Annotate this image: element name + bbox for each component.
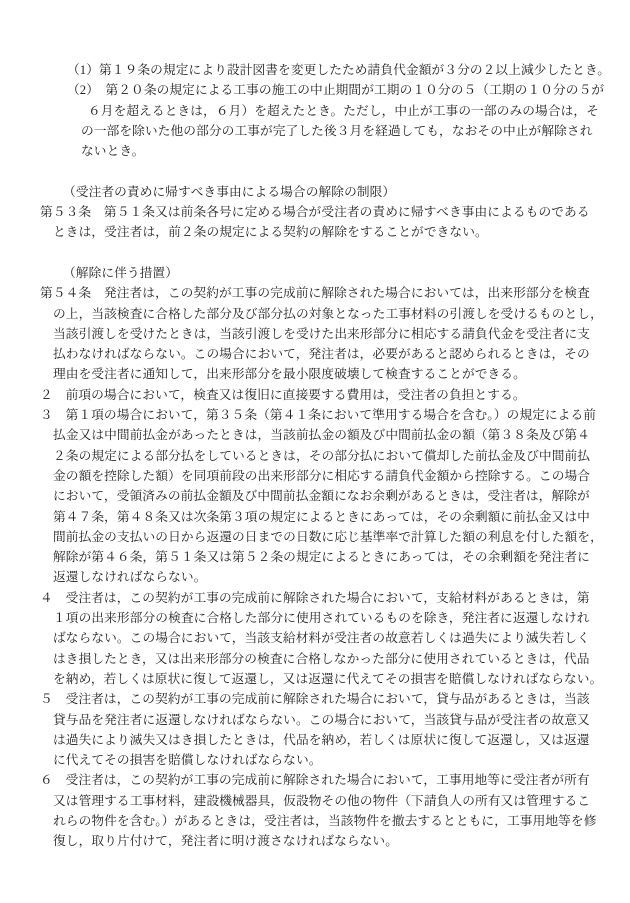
text-line: に代えてその損害を賠償しなければならない。 — [53, 753, 322, 768]
text-line: （受注者の責めに帰すべき事由による場合の解除の制限） — [63, 184, 396, 199]
text-line: ２ 前項の場合において，検査又は復旧に直接要する費用は，受注者の負担とする。 — [40, 387, 526, 402]
text-line: 払金又は中間前払金があったときは，当該前払金の額及び中間前払金の額（第３８条及び第４ — [53, 428, 590, 443]
text-line: はき損したとき，又は出来形部分の検査に合格しなかった部分に使用されているときは，代品 — [53, 651, 590, 666]
text-line: 当該引渡しを受けたときは，当該引渡しを受けた出来形部分に相応する請負代金を受注者に支 — [53, 326, 591, 341]
text-line: において，受領済みの前払金額及び中間前払金額になお余剰があるときは，受注者は，解除が — [53, 489, 590, 504]
text-line: 貸与品を発注者に返還しなければならない。この場合において，当該貸与品が受注者の故意又 — [53, 712, 590, 727]
text-line: 第５４条 発注者は，この契約が工事の完成前に解除された場合においては，出来形部分を検査 — [40, 286, 590, 301]
text-line: 復し，取り片付けて，発注者に明け渡さなければならない。 — [53, 834, 399, 849]
text-line: １項の出来形部分の検査に合格した部分に使用されているものを除き，発注者に返還しなけれ — [53, 611, 590, 626]
text-line: れらの物件を含む。）があるときは，受注者は，当該物件を撤去するとともに，工事用地等を修 — [53, 813, 597, 828]
text-line: 払わなければならない。この場合において，発注者は，必要があると認められるときは，その — [53, 347, 590, 362]
text-line: 第５３条 第５１条又は前条各号に定める場合が受注者の責めに帰すべき事由によるものである — [40, 205, 590, 220]
text-line: （1）第１９条の規定により設計図書を変更したため請負代金額が３分の２以上減少したとき。 — [67, 63, 611, 77]
text-line: を納め，若しくは原状に復して返還し，又は返還に代えてその損害を賠償しなければならない。 — [53, 671, 603, 686]
text-line: は過失により滅失又はき損したときは，代品を納め，若しくは原状に復して返還し，又は返還 — [53, 732, 590, 747]
text-line: 返還しなければならない。 — [53, 570, 207, 585]
text-line: 金の額を控除した額）を同項前段の出来形部分に相応する請負代金額から控除する。この場合 — [53, 468, 591, 483]
text-line: ばならない。この場合において，当該支給材料が受注者の故意若しくは過失により滅失若しく — [53, 631, 590, 646]
text-line: ４ 受注者は，この契約が工事の完成前に解除された場合において，支給材料があるときは，第 — [40, 590, 590, 605]
text-line: 間前払金の支払いの日から返還の日までの日数に応じ基準率で計算した額の利息を付した額を， — [53, 529, 603, 544]
text-line: ときは，受注者は，前２条の規定による契約の解除をすることができない。 — [53, 225, 488, 240]
text-line: の上，当該検査に合格した部分及び部分払の対象となった工事材料の引渡しを受けるものとし， — [53, 306, 603, 321]
text-line: （2） 第２０条の規定による工事の施工の中止期間が工期の１０分の５（工期の１０分の５が — [67, 83, 605, 98]
text-line: ６ 受注者は，この契約が工事の完成前に解除された場合において，工事用地等に受注者が所有 — [40, 773, 590, 788]
text-line: ２条の規定による部分払をしているときは，その部分払において償却した前払金及び中間前払 — [53, 448, 591, 463]
text-line: （解除に伴う措置） — [63, 265, 179, 280]
text-line: ５ 受注者は，この契約が工事の完成前に解除された場合において，貸与品があるときは，当該 — [40, 692, 590, 707]
blank-line — [0, 161, 630, 181]
text-line: 又は管理する工事材料，建設機械器具，仮設物その他の物件（下請負人の所有又は管理するこ — [53, 793, 591, 808]
text-line: 第４７条，第４８条又は次条第３項の規定によるときにあっては，その余剰額に前払金又は中 — [53, 509, 590, 524]
text-line: 理由を受注者に通知して，出来形部分を最小限度破壊して検査することができる。 — [53, 367, 526, 382]
text-line: ６月を超えるときは，６月）を超えたとき。ただし，中止が工事の一部のみの場合は，そ — [88, 103, 599, 118]
text-line: ３ 第１項の場合において，第３５条（第４１条において準用する場合を含む。）の規定による前 — [40, 408, 597, 423]
blank-line — [0, 243, 630, 263]
text-line: 解除が第４６条，第５１条又は第５２条の規定によるときにあっては，その余剰額を発注者に — [53, 550, 590, 565]
text-line: ないとき。 — [81, 144, 145, 159]
text-line: の一部を除いた他の部分の工事が完了した後３月を経過しても，なおその中止が解除され — [81, 123, 593, 138]
